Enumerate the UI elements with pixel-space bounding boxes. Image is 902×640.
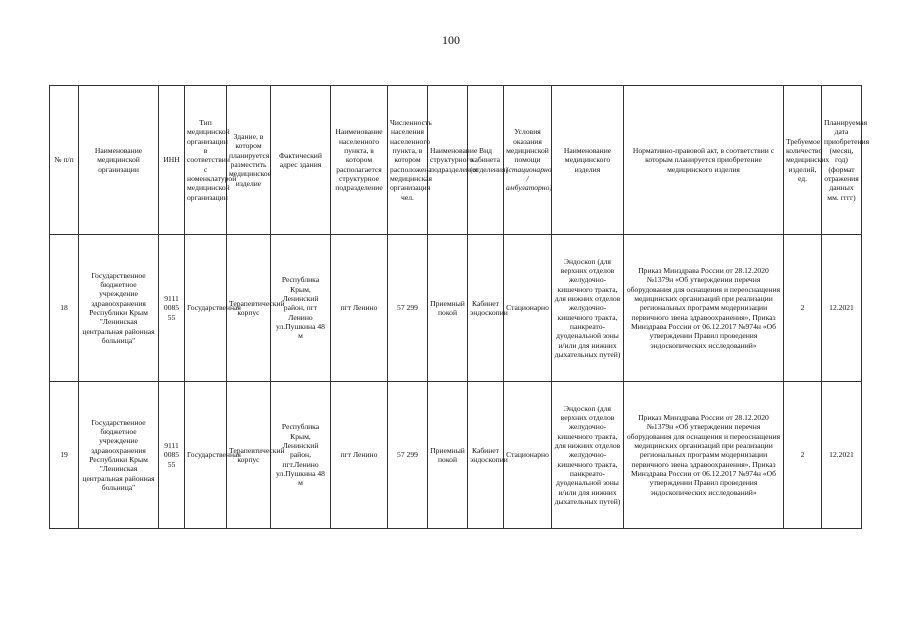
header-settlement: Наименование населенного пункта, в котором располагается структурное подразделение [331,86,388,235]
cell-required-qty: 2 [784,382,822,529]
header-inn: ИНН [159,86,185,235]
header-required-qty: Требуемое количество медицинских изделий, ед. [784,86,822,235]
cell-unit-name: Приемный покой [428,382,468,529]
cell-population: 57 299 [388,382,428,529]
cell-conditions: Стационарно [504,382,552,529]
cell-org-name: Государственное бюджетное учреждение здравоохранения Республики Крым "Ленинская центральная районная больница" [79,382,159,529]
table-row [50,235,862,382]
cell-inn: 9111 0085 55 [159,382,185,529]
cell-settlement: пгт Ленино [331,382,388,529]
cell-num: 19 [50,382,79,529]
cell-device-name: Эндоскоп (для верхних отделов желудочно-кишечного тракта, для нижних отделов желудочно-кишечного тракта, панкреато-дуоденальной зоны и/или для нижних дыхательных путей) [552,382,624,529]
cell-planned-date: 12.2021 [822,382,862,529]
cell-required-qty: 2 [784,235,822,382]
header-conditions [504,86,552,235]
cell-building: Терапевтический корпус [227,382,271,529]
cell-conditions: Стационарно [504,235,552,382]
header-conditions-options: (стационарно / амбулаторно) [506,164,552,193]
header-cabinet-type: Вид кабинета (отделения) [468,86,504,235]
cell-device-name: Эндоскоп (для верхних отделов желудочно-кишечного тракта, для нижних отделов желудочно-кишечного тракта, панкреато-дуоденальной зоны и/или для нижних дыхательных путей) [552,235,624,382]
header-org-name: Наименование медицинской организации [79,86,159,235]
cell-legal-act: Приказ Минздрава России от 28.12.2020 №1379н «Об утверждении перечня оборудования для оснащения и переоснащения медицинских организаций при реализации региональных программ модернизации первичного звена здравоохранения», Приказ Минздрава России от 06.12.2017 №974н «Об утверждении Правил проведения эндоскопических исследований» [624,235,784,382]
header-population: Численность населения населенного пункта, в котором расположена медицинская организация чел. [388,86,428,235]
cell-org-type: Государственная [185,382,227,529]
header-unit-name: Наименование структурного подразделения [428,86,468,235]
cell-inn: 9111 0085 55 [159,235,185,382]
header-address: Фактический адрес здания [271,86,331,235]
cell-cabinet-type: Кабинет эндоскопии [468,235,504,382]
header-planned-date: Планируемая дата приобретения (месяц, год) (формат отражения данных мм. гггг) [822,86,862,235]
header-num: № п/п [50,86,79,235]
page-number: 100 [442,33,460,47]
header-legal-act: Нормативно-правовой акт, в соответствии с которым планируется приобретение медицинского изделия [624,86,784,235]
header-building: Здание, в котором планируется разместить медицинское изделие [227,86,271,235]
cell-settlement: пгт Ленино [331,235,388,382]
cell-unit-name: Приемный покой [428,235,468,382]
table-header-row [50,86,862,235]
cell-planned-date: 12.2021 [822,235,862,382]
header-org-type: Тип медицинской организации в соответствии с номенклатурой медицинской организации [185,86,227,235]
header-device-name: Наименование медицинского изделия [552,86,624,235]
equipment-table [49,85,870,529]
cell-building: Терапевтический корпус [227,235,271,382]
cell-org-type: Государственная [185,235,227,382]
cell-legal-act: Приказ Минздрава России от 28.12.2020 №1379н «Об утверждении перечня оборудования для оснащения и переоснащения медицинских организаций при реализации региональных программ модернизации первичного звена здравоохранения», Приказ Минздрава России от 06.12.2017 №974н «Об утверждении Правил проведения эндоскопических исследований» [624,382,784,529]
cell-population: 57 299 [388,235,428,382]
table-row [50,382,862,529]
header-conditions-label: Условия оказания медицинской помощи [506,127,549,165]
cell-cabinet-type: Кабинет эндоскопии [468,382,504,529]
cell-num: 18 [50,235,79,382]
cell-address: Республика Крым, Ленинский район, пгт.Ленино ул.Пушкина 48 м [271,382,331,529]
cell-address: Республика Крым, Ленинский район, пгт Ленино ул.Пушкина 48 м [271,235,331,382]
cell-org-name: Государственное бюджетное учреждение здравоохранения Республики Крым "Ленинская центральная районная больница" [79,235,159,382]
